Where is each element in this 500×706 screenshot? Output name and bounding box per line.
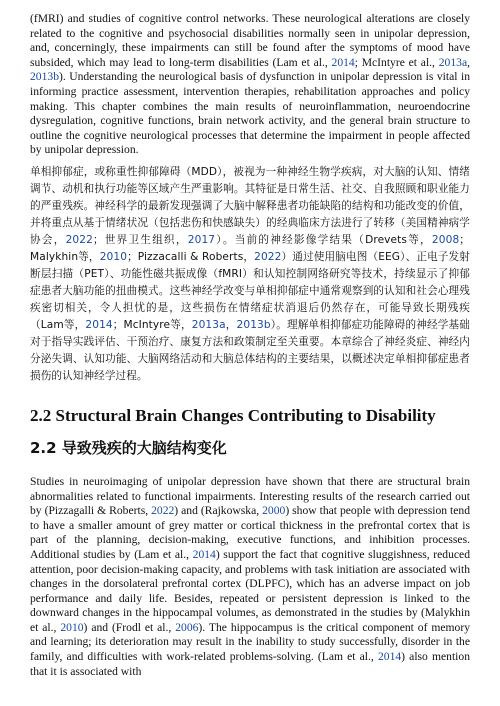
text: ). Understanding the neurological basis of dysfunction in unipolar depression is vital in informing practice assessment, intervention therapies, rehabilitation approaches and policy making. This chapter combines the main results of neuroinflammation, neuroendocrine dysregulation, cognitive functions, brain network activity, and the general brain structure to outline the cognitive neurological processes that determine the impairment in people affected by unipolar depression.	[30, 70, 470, 157]
text: ；Pizzacalli & Roberts，	[127, 250, 255, 263]
citation-link[interactable]: 2013a	[191, 318, 226, 331]
text: ；McIntyre等，	[112, 318, 192, 331]
text: ) also mention that it is associated with	[30, 650, 470, 678]
citation-link[interactable]: 2014	[85, 318, 113, 331]
text: ）通过使用脑电图（EEG）、正电子发射断层扫描（PET）、功能性磁共振成像（fMRI）和认知控制网络研究等技术，持续显示了抑郁症患者大脑功能的扭曲模式。这些神经学改变与单相抑郁症中通常观察到的认知和社会心理残疾密切相关，令人担忧的是，这些损伤在情绪症状消退后仍然存在，可能导致长期残疾（Lam等，	[30, 250, 470, 331]
text: ；世界卫生组织，	[92, 233, 188, 246]
citation-link[interactable]: 2013b	[236, 318, 271, 331]
citation-link[interactable]: 2010	[99, 250, 128, 263]
citation-link[interactable]: 2014	[331, 55, 355, 69]
text: ; McIntyre et al.,	[354, 55, 439, 69]
text: (fMRI) and studies of cognitive control networks. These neurological alterations are closely related to the cognitive and psychosocial disabilities normally seen in unipolar depression, and, concerningly, these impairments can still be found after the symptoms of mood have subsided, which may lead to long-term disabilities (Lam et al.,	[30, 12, 470, 69]
citation-link[interactable]: 2000	[262, 504, 286, 518]
section-heading-en: 2.2 Structural Brain Changes Contributing to Disability	[30, 405, 436, 425]
text: Studies in neuroimaging of unipolar depression have shown that there are structural brain abnormalities related to functional impairments. Interesting results of the research carried out by (Pizzagalli & Roberts,	[30, 474, 470, 518]
text: ) and (Rajkowska,	[174, 504, 263, 518]
text: ）。当前的神经影像学结果（Drevets等，	[215, 233, 432, 246]
paragraph-intro-zh	[30, 164, 470, 385]
text: 单相抑郁症，或称重性抑郁障碍（MDD），被视为一种神经生物学疾病，对大脑的认知、情绪调节、动机和执行功能等区域产生严重影响。其特征是日常生活、社交、自我照顾和职业能力的严重残疾。神经科学的最新发现强调了大脑中解释患者功能缺陷的结构和功能改变的价值，并将重点从基于情绪状况（包括悲伤和快感缺失）的经典临床方法进行了转移（美国精神病学协会，	[30, 165, 470, 246]
text: ；Malykhin等，	[30, 233, 470, 263]
citation-link[interactable]: 2022	[254, 250, 282, 263]
citation-link[interactable]: 2022	[65, 233, 93, 246]
paragraph-intro-en	[30, 12, 470, 158]
text: ）。理解单相抑郁症功能障碍的神经学基础对于指导实践评估、干预治疗、康复方法和政策制定至关重要。本章综合了神经炎症、神经内分泌失调、认知功能、大脑网络活动和大脑总体结构的主要结果，以概述决定单相抑郁症患者损伤的认知神经学过程。	[30, 318, 470, 382]
citation-link[interactable]: 2014	[192, 547, 216, 561]
text: ) and (Frodl et al.,	[83, 620, 176, 634]
citation-link[interactable]: 2017	[187, 233, 216, 246]
paragraph-section-en	[30, 475, 470, 679]
citation-link[interactable]: 2010	[60, 620, 84, 634]
citation-link[interactable]: 2013a	[438, 55, 468, 69]
text: ). The hippocampus is the critical component of memory and learning; its deterioration may result in the inability to study successfully, disorder in the family, and difficulties with work-related problems-solving. (Lam et al.,	[30, 620, 471, 664]
text: ，	[225, 318, 237, 331]
text: ,	[467, 55, 470, 69]
citation-link[interactable]: 2022	[151, 504, 175, 518]
text: ) support the fact that cognitive sluggishness, reduced attention, poor decision-making capacity, and problems with task initiation are associated with changes in the dorsolateral prefrontal cortex (DLPFC), which has an adverse impact on job performance and daily life. Besides, repeated or persistent depression is linked to the downward changes in the hippocampal volumes, as demonstrated in the studies by (Malykhin et al.,	[30, 547, 470, 634]
citation-link[interactable]: 2014	[377, 650, 402, 664]
citation-link[interactable]: 2013b	[30, 70, 59, 84]
section-heading-zh: 2.2 导致残疾的大脑结构变化	[30, 438, 227, 457]
citation-link[interactable]: 2006	[175, 620, 199, 634]
text: ) show that people with depression tend to have a smaller amount of grey matter or cortical thickness in the prefrontal cortex that is part of the planning, decision-making, executive functions, and inhibition processes. Additional studies by (Lam et al.,	[30, 504, 470, 561]
citation-link[interactable]: 2008	[431, 233, 460, 246]
